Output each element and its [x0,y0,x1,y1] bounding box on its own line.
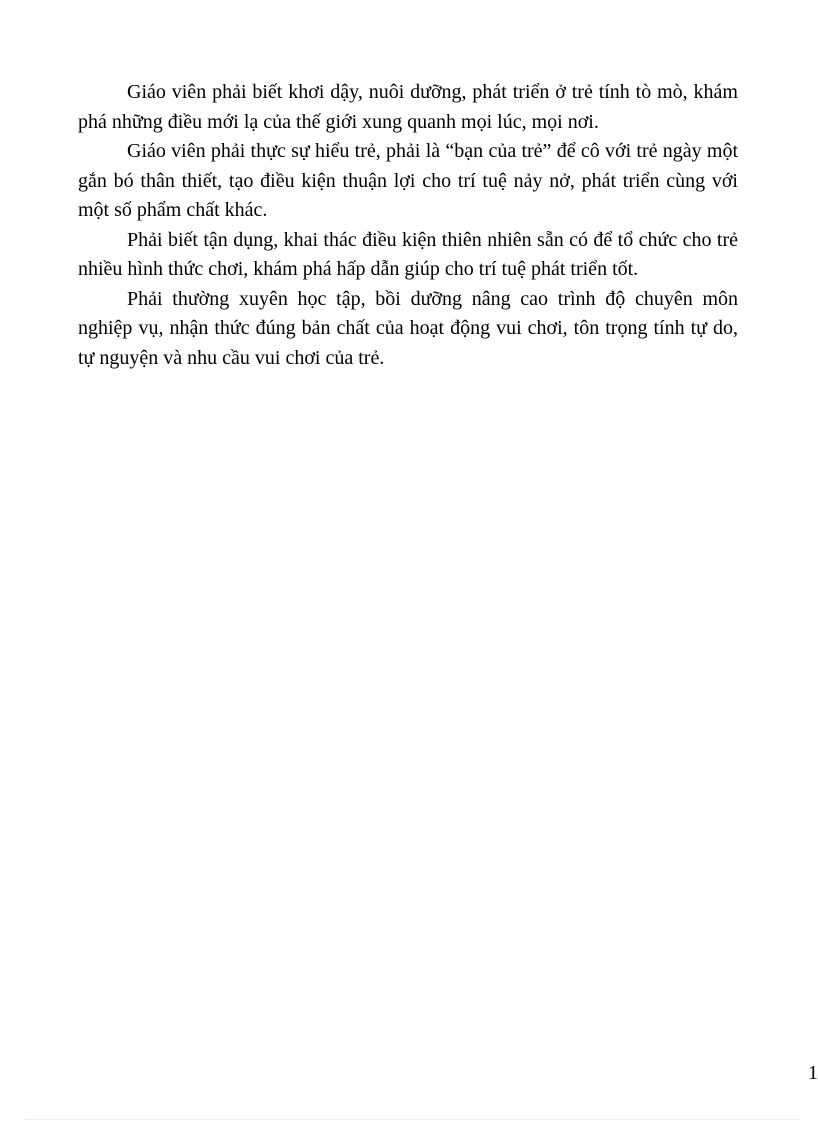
paragraph-3: Phải biết tận dụng, khai thác điều kiện thiên nhiên sẵn có để tổ chức cho trẻ nhiều hình thức chơi, khám phá hấp dẫn giúp cho trí tuệ phát triển tốt. [78,228,738,280]
body-text [78,78,738,373]
page-number: 1 [808,1062,818,1084]
footer-divider [24,1119,800,1120]
paragraph-4: Phải thường xuyên học tập, bồi dưỡng nâng cao trình độ chuyên môn nghiệp vụ, nhận thức đúng bản chất của hoạt động vui chơi, tôn trọng tính tự do, tự nguyện và nhu cầu vui chơi của trẻ. [78,287,738,369]
paragraph-2: Giáo viên phải thực sự hiểu trẻ, phải là “bạn của trẻ” để cô với trẻ ngày một gắn bó thân thiết, tạo điều kiện thuận lợi cho trí tuệ nảy nở, phát triển cùng với một số phẩm chất khác. [78,140,738,221]
paragraph-1: Giáo viên phải biết khơi dậy, nuôi dưỡng, phát triển ở trẻ tính tò mò, khám phá những điều mới lạ của thế giới xung quanh mọi lúc, mọi nơi. [78,81,738,133]
